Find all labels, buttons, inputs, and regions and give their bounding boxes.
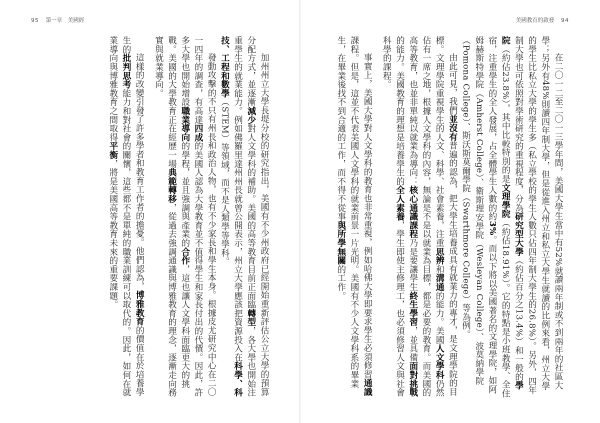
page-gutter (299, 0, 301, 423)
text-run: ，並具備 (407, 326, 418, 362)
bold-term: 研究型大學 (513, 212, 524, 256)
bold-term: 學院 (500, 36, 524, 390)
bold-term: 批判思考 (120, 53, 131, 89)
left-page-number: 95 (31, 18, 39, 24)
bold-term: 典範轉移 (166, 168, 177, 204)
bold-term: 文理學院 (500, 183, 511, 219)
bold-term: 面對挑戰 (407, 361, 418, 397)
text-run: 的工作。 (335, 264, 346, 301)
bold-term: 博雅教育 (134, 290, 145, 326)
text-run: ，將是美國高等教育未來的重要課題。 (107, 159, 118, 309)
text-run: 乃是要讓學生 (407, 238, 418, 292)
text-run: 能力和對社會的關懷，這些都不是單純的職業訓練可以取代的。因此，如何在就業導向與博雅教育之間取得 (107, 36, 131, 397)
bold-term: 通識 (362, 378, 373, 397)
right-paragraph-3 (334, 36, 374, 398)
text-run: 加州州立大學長堤分校的研究指出，美國有不少州政府已經開始重新評估公立大學的預算分配方式，並逐漸 (245, 36, 269, 397)
right-page-header (516, 16, 574, 24)
bold-term: 溝通 (434, 273, 445, 292)
right-book-title: 美國教育的啟發 (515, 18, 555, 24)
text-run: 的價值在於培養學生的 (120, 36, 145, 397)
bold-term: 四成 (192, 124, 203, 142)
text-run: 在二〇一二至二〇一三學年間，美國大學生當中有52%就讀兩年制或不到兩年的社區大學；另外有48%則讀四年制大學，但是從進入州立和私立大學生就讀的比例來看，州立大學的學生比私立大學的學生多（私立學校的學生人數只佔四年制大學生的26.8%）。另外，四年制大學也可依照對學術研究的重視程度，分為 (513, 36, 563, 395)
left-page-body (40, 36, 270, 398)
bold-term: 3% (486, 220, 497, 236)
text-run: ，這也讓人文學科面臨更大的挑戰。美國的大學教育正在經歷一場 (166, 36, 190, 389)
bold-term: 減少 (245, 106, 256, 125)
text-run: 對人文學科的補助。美國的高等教育目前正面臨 (245, 124, 256, 309)
text-run: （約佔18.91%）。它的特點是小班教學、全住宿，注重學生的全人發展，占全體學生人數的約 (486, 36, 511, 398)
text-run: 的能力。美國 (434, 291, 445, 345)
left-page-header (26, 16, 84, 24)
left-chapter-title: 第一章 美國經 (45, 18, 85, 24)
bold-term: 並沒有 (447, 114, 458, 142)
text-run: （約佔23.8%），其中比較特別的是 (500, 44, 511, 184)
text-run: 普遍的認為，把大學生培養成具有就業力的專才，是文理學院的目標。文理學院重視學生的人文、科學、社會素養，注重 (434, 36, 458, 397)
text-run: 。而以下將以美國著名的文理學院，如阿姆赫斯特學院（Amherst College）、衛斯理安學院（Wesleyan College）、波莫納學院（Pomona College）、斯沃斯莫爾學院（Swarthmore College）等為例。 (460, 36, 497, 394)
text-run: ，學生即使主修理工，也必須修習人文與社會科學的課程。 (381, 36, 405, 397)
bold-term: 人文學科 (434, 344, 445, 380)
text-run: ，從過去強調通識與博雅教育的理念，逐漸走向務實與就業導向。 (153, 36, 177, 397)
right-page-body (320, 36, 564, 398)
text-run: ，各大學也開始注重學生的就業能力。例如佛羅里達州州長就曾公開表示，州立大學應該把資源投入在 (232, 36, 256, 397)
bold-term: 科學、科技、工程和數學 (219, 36, 243, 397)
bold-term: 合作 (179, 247, 190, 265)
text-run: （STEM）等領域，而不是人類學等學科。 (219, 97, 230, 266)
text-run: 仍然佔有一席之地，根據人文學科的內容，無論是不是以就業為目標，都是必要的教育。而美國的高等教育，也並非單純以就業為導向： (407, 36, 445, 397)
text-run: 這樣的改變引發了許多學者和教育工作者的擔憂。他們認為， (134, 53, 145, 291)
bold-term: 職業導向 (179, 106, 190, 142)
left-paragraph-1 (217, 36, 270, 398)
text-run: 的學程，並且強調與產業的 (179, 141, 190, 248)
bold-term: 與所學無關 (335, 220, 346, 265)
text-run: 的美國人認為大學教育並不值得學生和家長付出的代價。因此，許多大學也開始增設 (179, 36, 203, 397)
bold-term: 思辨 (434, 247, 445, 265)
bold-term: 核心通識課程 (407, 185, 418, 239)
right-paragraph-2 (379, 36, 458, 398)
bold-term: 全人素養 (394, 185, 405, 221)
text-run: 由此可見，我們 (447, 53, 458, 115)
text-run: （約佔百分之13.4%）和一般的 (513, 256, 524, 382)
right-page-number: 94 (561, 18, 569, 24)
text-run: 發動攻擊的不只有州長和政治人物，也有不少家長和學生本身。根據皮尤研究中心在二〇一四年的調查，有高達 (192, 36, 217, 397)
text-run: 的能力。美國教育的理想是培養學生的 (394, 36, 405, 186)
left-paragraph-3 (106, 36, 146, 398)
text-run: 和 (434, 264, 445, 274)
text-run: 課程。但是，這並不代表美國人文學科的就業前景一片光明。美國有不少人文學科系的畢業生，在畢業後找不到合適的工作，而不得不從事 (335, 36, 359, 388)
bold-term: 平衡 (107, 141, 118, 160)
text-run: 事實上，美國大學對人文學科的教育也非常重視，例如哈佛大學即要求學生必須修習 (362, 53, 373, 379)
bold-term: 終生學習 (407, 291, 418, 327)
bold-term: 轉型 (245, 308, 256, 327)
left-paragraph-2 (151, 36, 217, 398)
right-paragraph-1 (458, 36, 564, 398)
